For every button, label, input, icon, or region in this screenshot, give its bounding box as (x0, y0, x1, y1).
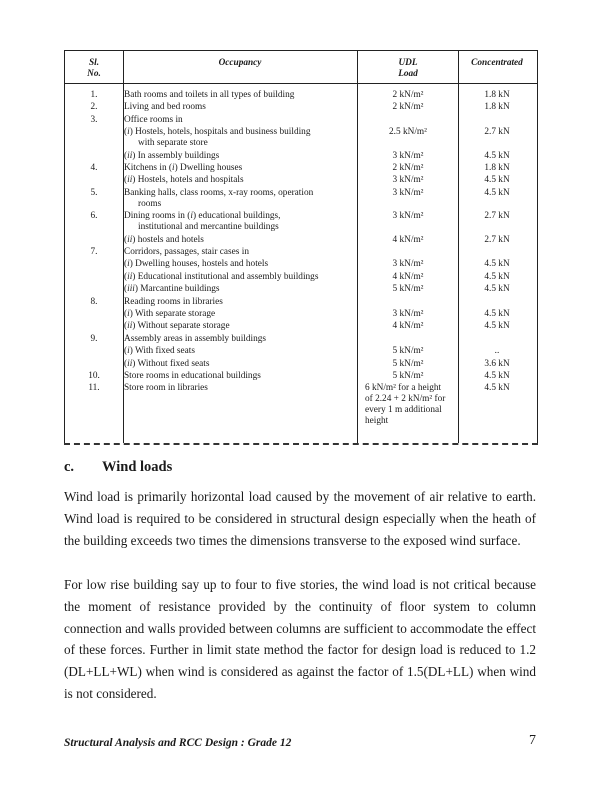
cell-concentrated: 4.5 kN (484, 309, 510, 319)
cell-udl: 5 kN/m² (392, 284, 424, 295)
cell-sl-no: 4. (90, 163, 98, 173)
cell-udl: 3 kN/m² (392, 309, 424, 319)
cell-concentrated: 4.5 kN (484, 259, 510, 270)
cell-udl: 2.5 kN/m² (389, 127, 427, 138)
cell-concentrated: 1.8 kN (484, 163, 510, 173)
cell-udl: 3 kN/m² (392, 187, 424, 198)
occupancy-line: Dining rooms in (i) educational buildings, (124, 211, 281, 222)
header-sl-no (65, 58, 123, 80)
cell-sl-no: 10. (88, 371, 100, 381)
cell-concentrated: 4.5 kN (484, 284, 510, 295)
cell-concentrated: 4.5 kN (484, 175, 510, 186)
occupancy-line: (ii) Hostels, hotels and hospitals (124, 175, 244, 186)
cell-occupancy (124, 359, 356, 370)
cell-concentrated: 4.5 kN (484, 271, 510, 282)
cell-occupancy (124, 309, 356, 320)
cell-sl-no: 5. (90, 187, 98, 198)
cell-occupancy (124, 272, 356, 283)
cell-udl: 4 kN/m² (392, 234, 424, 245)
cell-concentrated: 1.8 kN (484, 102, 510, 113)
column-divider (357, 51, 358, 443)
cell-occupancy (124, 297, 356, 308)
occupancy-line: (ii) In assembly buildings (124, 150, 220, 161)
occupancy-line: (i) Hostels, hotels, hospitals and business building (124, 127, 311, 138)
occupancy-line: Assembly areas in assembly buildings (124, 333, 267, 344)
cell-concentrated: 2.7 kN (484, 127, 510, 138)
footer-title: Structural Analysis and RCC Design : Grade 12 (64, 737, 292, 749)
occupancy-line: Store rooms in educational buildings (124, 371, 261, 381)
cell-occupancy (124, 371, 356, 382)
cell-sl-no: 7. (90, 247, 98, 257)
occupancy-line: (ii) Without fixed seats (124, 358, 210, 369)
cell-occupancy (124, 211, 356, 233)
cell-udl: 3 kN/m² (392, 175, 424, 186)
occupancy-line: (ii) hostels and hotels (124, 234, 204, 245)
occupancy-line: (i) Dwelling houses, hostels and hotels (124, 259, 269, 270)
section-title: Wind loads (102, 459, 173, 475)
occupancy-line: (i) With separate storage (124, 309, 216, 319)
header-divider (65, 83, 537, 84)
cell-occupancy (124, 284, 356, 295)
cell-occupancy (124, 334, 356, 345)
occupancy-line: (i) With fixed seats (124, 346, 195, 357)
occupancy-line: Living and bed rooms (124, 102, 206, 113)
occupancy-line: Kitchens in (i) Dwelling houses (124, 163, 243, 173)
header-udl-line2: Load (398, 69, 418, 79)
cell-udl: 5 kN/m² (392, 358, 424, 369)
cell-occupancy (124, 175, 356, 186)
cell-concentrated: 3.6 kN (484, 358, 510, 369)
cell-occupancy (124, 163, 356, 174)
occupancy-line: (ii) Without separate storage (124, 321, 230, 332)
cell-concentrated: .. (494, 346, 500, 357)
cell-udl: 2 kN/m² (392, 102, 424, 113)
cell-concentrated: 4.5 kN (484, 383, 510, 394)
cell-udl: 2 kN/m² (392, 90, 424, 100)
cell-concentrated: 2.7 kN (484, 211, 510, 222)
occupancy-line: institutional and mercantine buildings (138, 222, 279, 233)
cell-occupancy (124, 259, 356, 270)
cell-udl: 5 kN/m² (392, 371, 424, 381)
header-sl-line1: Sl. (88, 58, 100, 68)
section-number: c. (64, 459, 75, 475)
occupancy-line: Reading rooms in libraries (124, 296, 223, 307)
header-concentrated: Concentrated (471, 58, 523, 68)
cell-occupancy (124, 151, 356, 162)
cell-occupancy (124, 127, 356, 149)
paragraph: Wind load is primarily horizontal load caused by the movement of air relative to earth. Wind load is required to be considered in structural design especially when the heath of the building exceeds two times the dimensions transverse to the exposed wind surface. (64, 489, 536, 548)
occupancy-line: (ii) Educational institutional and assembly buildings (124, 271, 319, 282)
cell-udl: 3 kN/m² (392, 150, 424, 161)
section-heading (64, 459, 172, 476)
cell-udl: 4 kN/m² (392, 271, 424, 282)
cell-udl: 3 kN/m² (392, 259, 424, 270)
cell-concentrated: 4.5 kN (484, 371, 510, 381)
occupancy-line: Office rooms in (124, 114, 183, 125)
page-number: 7 (529, 733, 536, 748)
occupancy-line: with separate store (138, 138, 208, 149)
cell-sl-no: 9. (90, 333, 98, 344)
cell-concentrated: 2.7 kN (484, 234, 510, 245)
cell-udl: 2 kN/m² (392, 163, 424, 173)
paragraph: For low rise building say up to four to five stories, the wind load is not critical because the moment of resistance provided by the continuity of floor system to column connection and walls provided between columns are sufficient to accommodate the effect of these forces. Further in limit state method the factor for design load is reduced to 1.2 (DL+LL+WL) when wind is considered as against the factor of 1.5(DL+LL) when wind is not considered. (64, 577, 536, 701)
cell-sl-no: 2. (90, 102, 98, 113)
cell-occupancy (124, 188, 356, 210)
cell-occupancy (124, 235, 356, 246)
live-load-table (64, 50, 538, 443)
header-sl-line2: No. (87, 69, 101, 79)
cell-udl: 4 kN/m² (392, 321, 424, 332)
cell-udl: 5 kN/m² (392, 346, 424, 357)
header-udl-load (359, 58, 457, 80)
header-udl-line1: UDL (398, 58, 418, 68)
cell-occupancy (124, 346, 356, 357)
cell-concentrated: 4.5 kN (484, 150, 510, 161)
cell-sl-no: 6. (90, 211, 98, 222)
column-divider (458, 51, 459, 443)
cell-occupancy (124, 321, 356, 332)
cell-concentrated: 4.5 kN (484, 187, 510, 198)
table-bottom-dashed-border (64, 443, 538, 445)
occupancy-line: Store room in libraries (124, 383, 208, 394)
cell-occupancy (124, 383, 356, 394)
cell-occupancy (124, 90, 356, 101)
cell-sl-no: 8. (90, 296, 98, 307)
cell-occupancy (124, 115, 356, 126)
cell-concentrated: 4.5 kN (484, 321, 510, 332)
header-occupancy: Occupancy (218, 58, 262, 68)
cell-udl: 3 kN/m² (392, 211, 424, 222)
cell-sl-no: 3. (90, 114, 98, 125)
cell-occupancy (124, 102, 356, 113)
cell-udl: 6 kN/m² for a height of 2.24 + 2 kN/m² for every 1 m additional height (365, 383, 446, 427)
cell-occupancy (124, 247, 356, 258)
occupancy-line: rooms (138, 198, 162, 209)
occupancy-line: (iii) Marcantine buildings (124, 284, 220, 295)
occupancy-line: Corridors, passages, stair cases in (124, 247, 249, 257)
cell-sl-no: 11. (88, 383, 100, 394)
cell-sl-no: 1. (90, 90, 98, 100)
occupancy-line: Bath rooms and toilets in all types of building (124, 90, 295, 100)
cell-concentrated: 1.8 kN (484, 90, 510, 100)
occupancy-line: Banking halls, class rooms, x-ray rooms, operation (124, 187, 314, 198)
